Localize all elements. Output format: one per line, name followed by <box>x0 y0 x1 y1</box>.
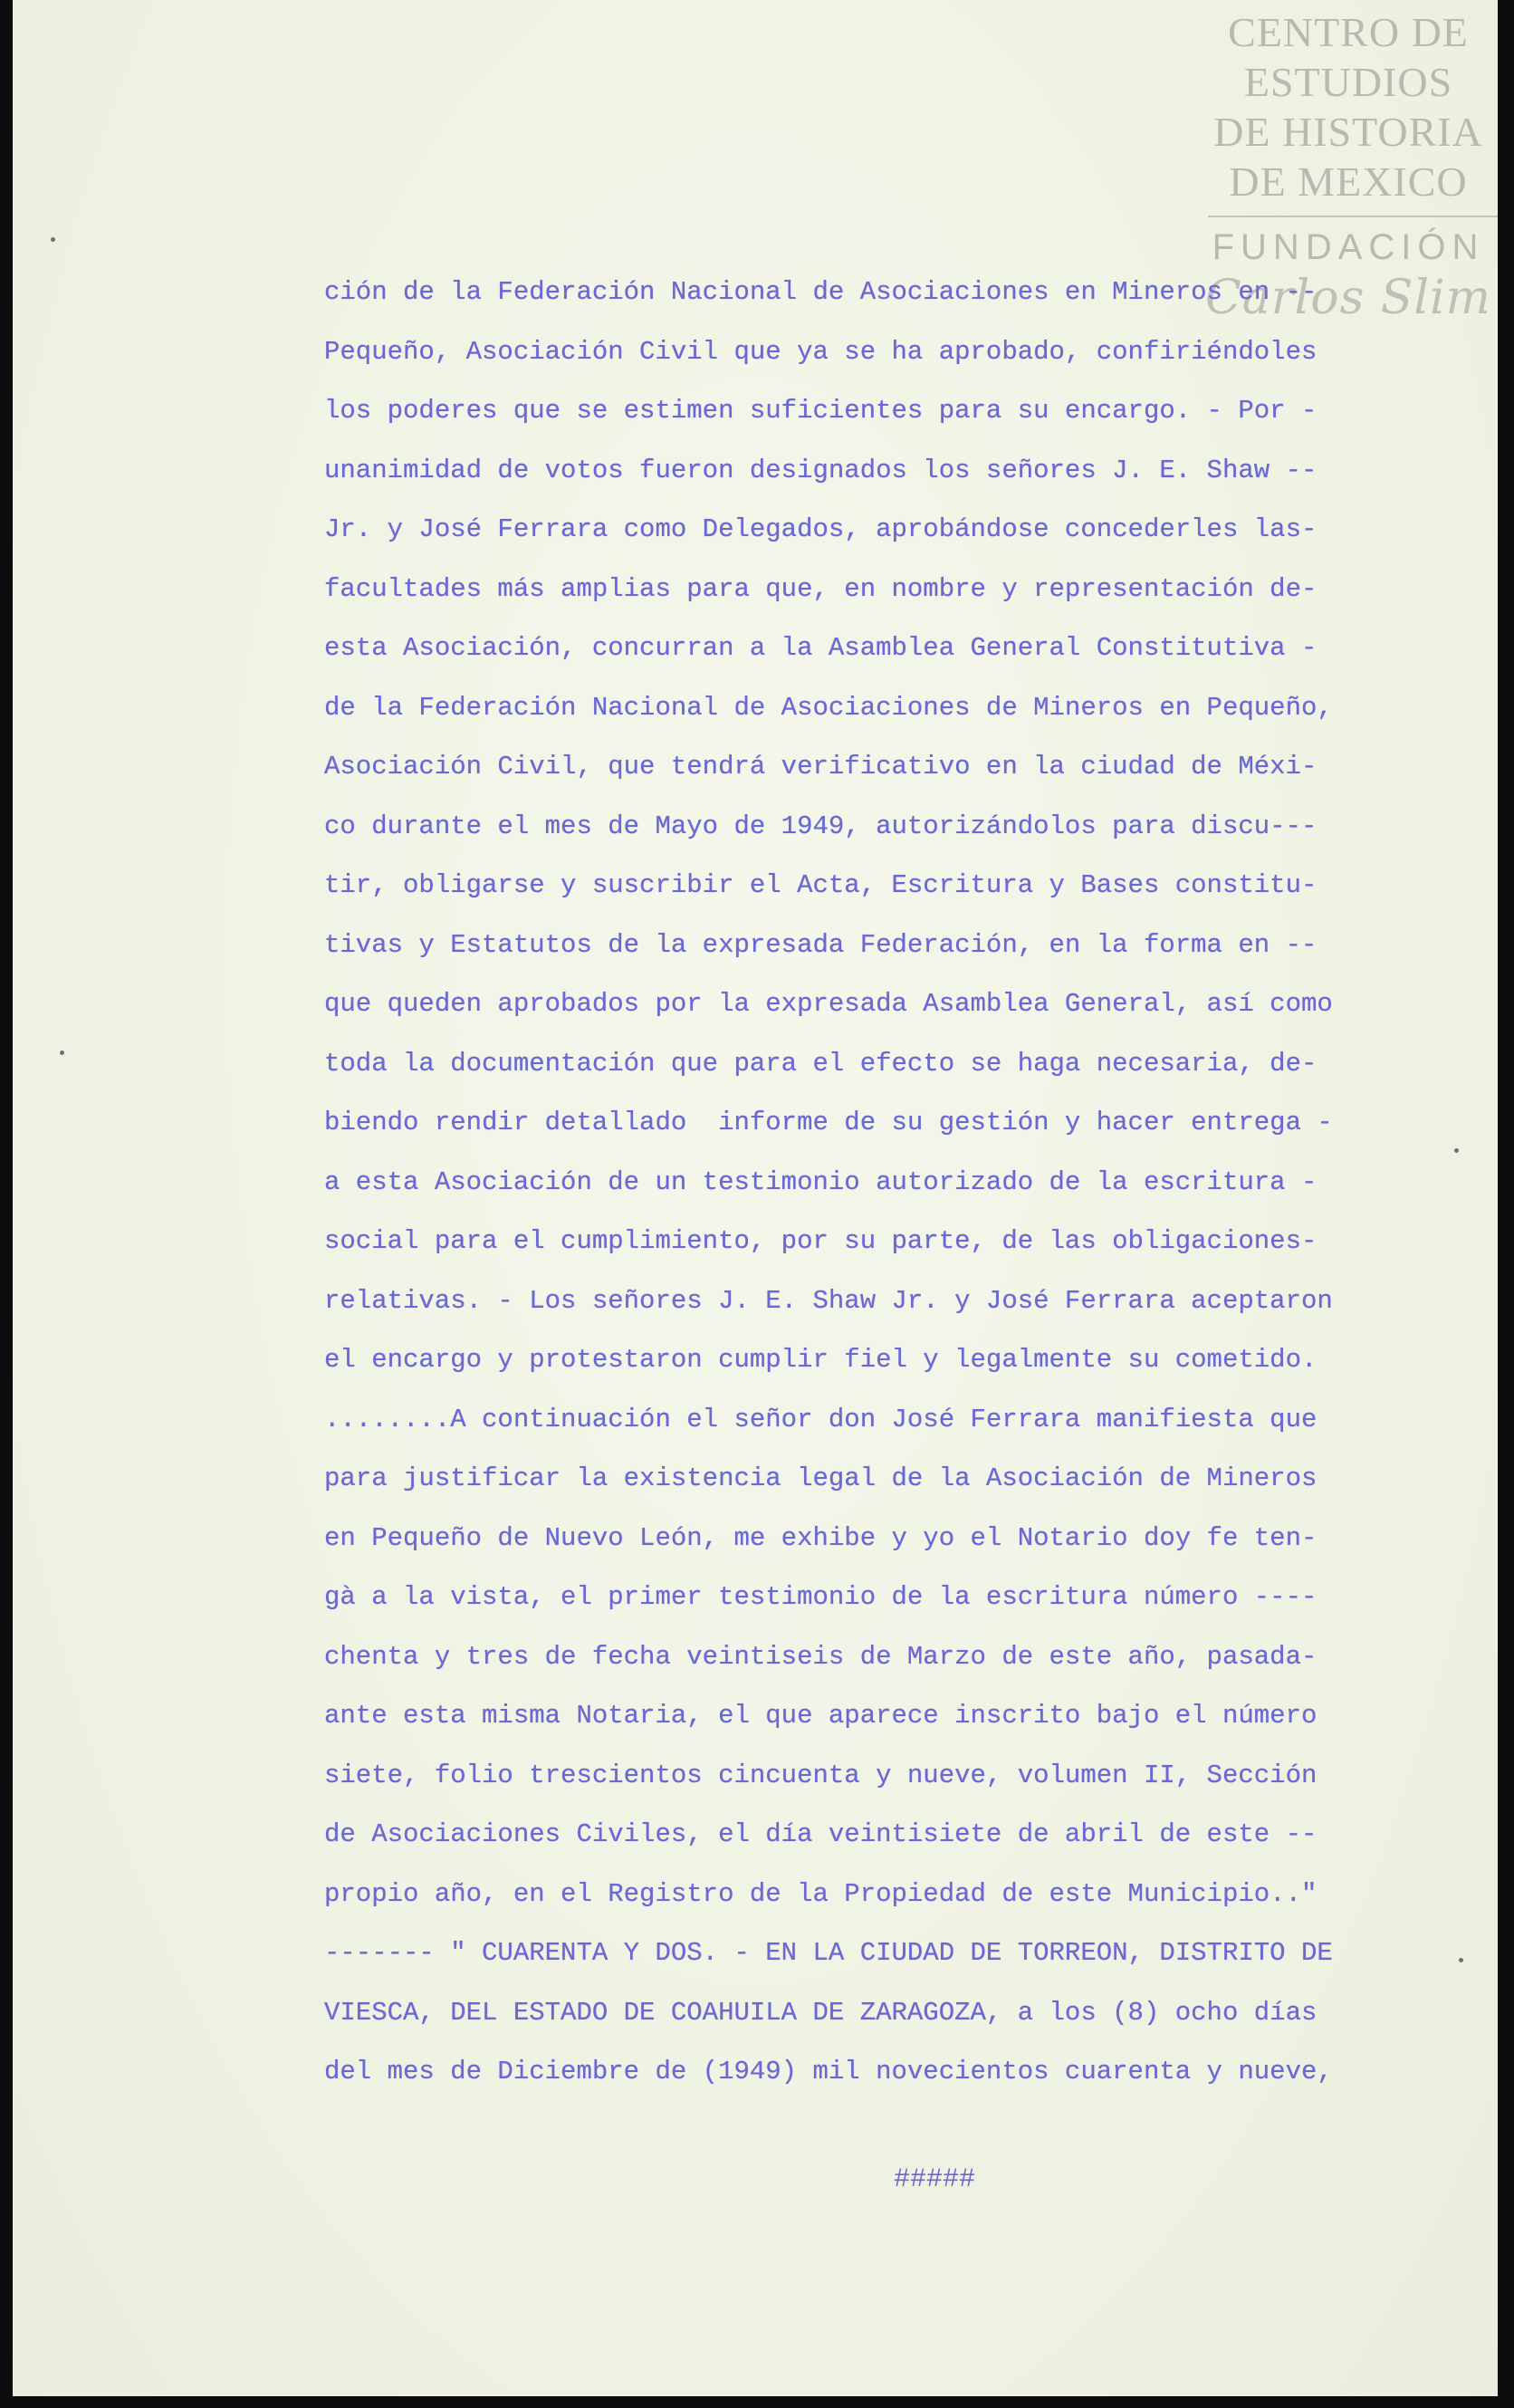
text-line: esta Asociación, concurran a la Asamblea General Constitutiva - <box>324 633 1318 663</box>
watermark-line: ESTUDIOS <box>1243 59 1453 105</box>
text-line: para justificar la existencia legal de la Asociación de Mineros <box>324 1463 1318 1493</box>
watermark-line: DE HISTORIA <box>1213 109 1483 155</box>
text-line: el encargo y protestaron cumplir fiel y legalmente su cometido. <box>324 1345 1318 1375</box>
text-line: en Pequeño de Nuevo León, me exhibe y yo el Notario doy fe ten- <box>324 1522 1318 1553</box>
text-line: gà a la vista, el primer testimonio de la escritura número ---- <box>324 1582 1318 1612</box>
watermark-foundation: FUNDACIÓN <box>1212 227 1485 267</box>
paper-speck <box>1459 1958 1463 1962</box>
text-line: de la Federación Nacional de Asociaciones de Mineros en Pequeño, <box>324 692 1333 723</box>
text-line: VIESCA, DEL ESTADO DE COAHUILA DE ZARAGOZA, a los (8) ocho días <box>324 1997 1318 2028</box>
text-line: relativas. - Los señores J. E. Shaw Jr. y José Ferrara aceptaron <box>324 1285 1333 1316</box>
text-line: social para el cumplimiento, por su parte, de las obligaciones- <box>324 1226 1318 1256</box>
text-line: Jr. y José Ferrara como Delegados, aprobándose concederles las- <box>324 514 1318 544</box>
text-line: biendo rendir detallado informe de su gestión y hacer entrega - <box>324 1108 1333 1137</box>
text-line: del mes de Diciembre de (1949) mil novecientos cuarenta y nueve, <box>324 2057 1333 2087</box>
paper-speck <box>60 1051 64 1055</box>
watermark-signature: Carlos Slim <box>1205 271 1491 325</box>
text-line: de Asociaciones Civiles, el día veintisiete de abril de este -- <box>324 1819 1318 1849</box>
paper-speck <box>51 237 55 242</box>
text-line: facultades más amplias para que, en nombre y representación de- <box>324 573 1318 604</box>
text-line: tir, obligarse y suscribir el Acta, Escritura y Bases constitu- <box>324 870 1318 900</box>
text-line: tivas y Estatutos de la expresada Federación, en la forma en -- <box>324 929 1318 960</box>
text-line: los poderes que se estimen suficientes para su encargo. - Por - <box>324 396 1318 426</box>
text-line: ------- " CUARENTA Y DOS. - EN LA CIUDAD DE TORREON, DISTRITO DE <box>324 1938 1333 1968</box>
watermark-line: CENTRO DE <box>1228 9 1469 55</box>
text-line: co durante el mes de Mayo de 1949, autorizándolos para discu--- <box>324 811 1318 841</box>
text-line: ante esta misma Notaria, el que aparece inscrito bajo el número <box>324 1701 1318 1731</box>
text-line: ........A continuación el señor don José Ferrara manifiesta que <box>324 1404 1318 1434</box>
text-line: siete, folio trescientos cincuenta y nueve, volumen II, Sección <box>324 1760 1318 1790</box>
text-line: ción de la Federación Nacional de Asociaciones en Mineros en -- <box>324 277 1318 307</box>
text-line: que queden aprobados por la expresada Asamblea General, así como <box>324 989 1333 1019</box>
text-line: Pequeño, Asociación Civil que ya se ha aprobado, confiriéndoles <box>324 336 1318 367</box>
text-line: toda la documentación que para el efecto se haga necesaria, de- <box>324 1048 1318 1079</box>
text-line: chenta y tres de fecha veintiseis de Marzo de este año, pasada- <box>324 1641 1318 1672</box>
watermark-line: DE MEXICO <box>1229 158 1468 205</box>
closing-hash-mark: ##### <box>893 2164 975 2195</box>
text-line: a esta Asociación de un testimonio autorizado de la escritura - <box>324 1166 1318 1197</box>
text-line: unanimidad de votos fueron designados los señores J. E. Shaw -- <box>324 455 1318 485</box>
document-page <box>13 0 1498 2396</box>
text-line: propio año, en el Registro de la Propiedad de este Municipio.." <box>324 1878 1318 1909</box>
watermark-divider <box>1208 216 1498 217</box>
paper-speck <box>1454 1148 1459 1153</box>
typewritten-body <box>324 263 1333 2102</box>
text-line: Asociación Civil, que tendrá verificativo en la ciudad de Méxi- <box>324 752 1318 782</box>
